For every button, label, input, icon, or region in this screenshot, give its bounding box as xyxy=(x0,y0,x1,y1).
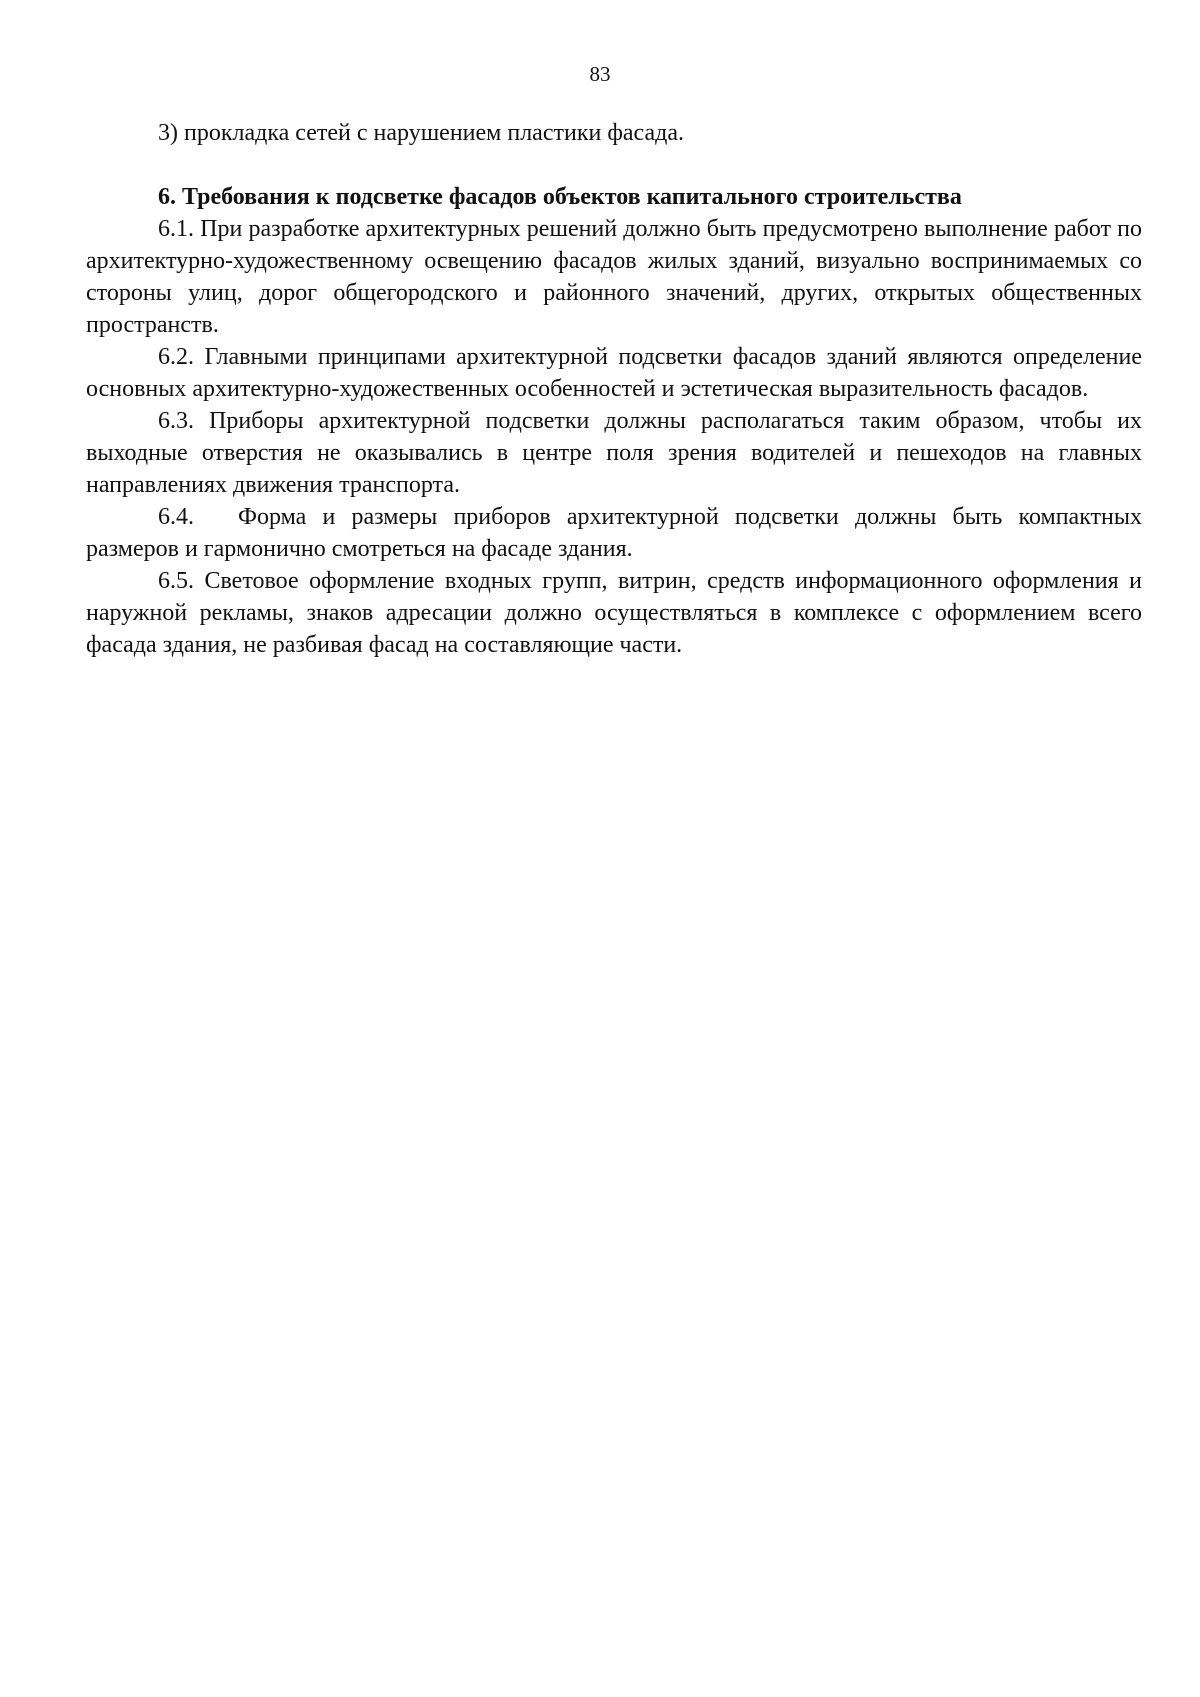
paragraph-6-4-number: 6.4. xyxy=(158,504,194,530)
paragraph-6-4 xyxy=(86,501,1142,565)
paragraph-6-5: 6.5. Световое оформление входных групп, витрин, средств информационного оформления и наружной рекламы, знаков адресации должно осуществляться в комплексе с оформлением всего фасада здания, не разбивая фасад на составляющие части. xyxy=(86,568,1142,658)
paragraph-6-2: 6.2. Главными принципами архитектурной подсветки фасадов зданий являются определение основных архитектурно-художественных особенностей и эстетическая выразительность фасадов. xyxy=(86,344,1142,402)
paragraph-6-4-text: Форма и размеры приборов архитектурной подсветки должны быть компактных размеров и гармонично смотреться на фасаде здания. xyxy=(86,504,1142,562)
paragraph-6-1: 6.1. При разработке архитектурных решений должно быть предусмотрено выполнение работ по архитектурно-художественному освещению фасадов жилых зданий, визуально воспринимаемых со стороны улиц, дорог общегородского и районного значений, других, открытых общественных пространств. xyxy=(86,216,1142,338)
list-item-3: 3) прокладка сетей с нарушением пластики фасада. xyxy=(158,120,684,146)
paragraph-6-3: 6.3. Приборы архитектурной подсветки должны располагаться таким образом, чтобы их выходные отверстия не оказывались в центре поля зрения водителей и пешеходов на главных направлениях движения транспорта. xyxy=(86,408,1142,498)
section-heading: 6. Требования к подсветке фасадов объектов капитального строительства xyxy=(158,184,962,210)
document-body xyxy=(86,117,1142,661)
page-number: 83 xyxy=(589,62,611,86)
